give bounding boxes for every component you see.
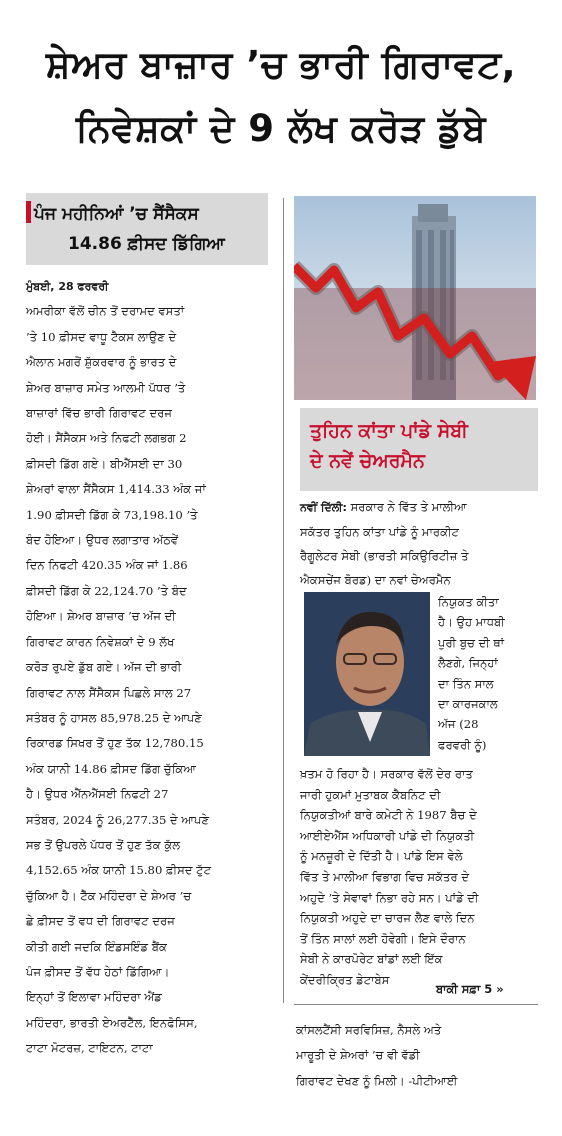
stock-market-photo	[294, 196, 536, 400]
side-story-line: ਐਕਸਚੇਂਜ ਬੋਰਡ) ਦਾ ਨਵਾਂ ਚੇਅਰਮੈਨ	[300, 573, 451, 587]
main-story-line: ਹੋਈ। ਸੈਂਸੈਕਸ ਅਤੇ ਨਿਫਟੀ ਲਗਭਗ 2	[26, 431, 187, 446]
main-story-line: ਫ਼ੀਸਦੀ ਡਿੱਗ ਗਏ। ਬੀਐੱਸਈ ਦਾ 30	[26, 456, 183, 471]
main-story-line: ਮਹਿੰਦਰਾ, ਭਾਰਤੀ ਏਅਰਟੈੱਲ, ਇਨਫੋਸਿਸ,	[26, 1015, 198, 1030]
side-story-bottom	[300, 764, 538, 991]
column-divider	[283, 198, 284, 1003]
side-story-line: ਵਿੱਤ ਤੇ ਮਾਲੀਆ ਵਿਭਾਗ ਵਿਚ ਸਕੱਤਰ ਦੇ	[300, 869, 470, 884]
main-story-line: ਕਾਂਸਲਟੈਂਸੀ ਸਰਵਿਸਿਜ਼, ਨੈਸਲੇ ਅਤੇ	[296, 1023, 442, 1037]
accent-bar	[26, 201, 31, 223]
side-story-line: ਪੁਰੀ ਬੁਚ ਦੀ ਥਾਂ	[438, 635, 505, 650]
main-story-line: ਅੰਕ ਯਾਨੀ 14.86 ਫ਼ੀਸਦ ਡਿੱਗ ਚੁੱਕਿਆ	[26, 761, 196, 776]
side-story-dateline: ਨਵੀਂ ਦਿੱਲੀ:	[300, 501, 347, 514]
main-story-line: ਰਿਕਾਰਡ ਸਿਖਰ ਤੋਂ ਹੁਣ ਤੱਕ 12,780.15	[26, 736, 204, 751]
side-story-wrap	[438, 592, 538, 755]
main-story-line: ਗਿਰਾਵਟ ਨਾਲ ਸੈਂਸੈਕਸ ਪਿਛਲੇ ਸਾਲ 27	[26, 685, 192, 700]
main-story-line: ਫ਼ੀਸਦੀ ਡਿੱਗ ਕੇ 22,124.70 ’ਤੇ ਬੰਦ	[26, 583, 187, 598]
side-story-line: ਫਰਵਰੀ ਨੂੰ)	[438, 737, 487, 752]
main-story-line: ਪੰਜ ਫ਼ੀਸਦ ਤੋਂ ਵੱਧ ਹੇਠਾਂ ਡਿੱਗਿਆ।	[26, 964, 170, 979]
main-story-column	[26, 274, 269, 1062]
main-story-line: 1.90 ਫ਼ੀਸਦੀ ਡਿੱਗ ਕੇ 73,198.10 ’ਤੇ	[26, 507, 198, 522]
side-story-line: ਅਹੁਦੇ ’ਤੇ ਸੇਵਾਵਾਂ ਨਿਭਾ ਰਹੇ ਸਨ। ਪਾਂਡੇ ਦੀ	[300, 890, 479, 905]
main-story-continuation	[296, 1018, 538, 1094]
main-story-line: ਸਤੰਬਰ, 2024 ਨੂੰ 26,277.35 ਦੇ ਆਪਣੇ	[26, 812, 210, 827]
main-story-line: ਬੰਦ ਹੋਇਆ। ਉਧਰ ਲਗਾਤਾਰ ਅੱਠਵੇਂ	[26, 533, 179, 548]
pandey-portrait-photo	[304, 592, 430, 756]
main-story-line: ਦਿਨ ਨਿਫਟੀ 420.35 ਅੰਕ ਜਾਂ 1.86	[26, 558, 188, 573]
main-story-line: ਛੇ ਫ਼ੀਸਦ ਤੋਂ ਵਧ ਦੀ ਗਿਰਾਵਟ ਦਰਜ	[26, 914, 175, 929]
main-story-line: ਮਾਰੂਤੀ ਦੇ ਸ਼ੇਅਰਾਂ ’ਚ ਵੀ ਵੱਡੀ	[296, 1048, 420, 1063]
main-story-line: ਚੁੱਕਿਆ ਹੈ। ਟੈੱਕ ਮਹਿੰਦਰਾ ਦੇ ਸ਼ੇਅਰ ’ਚ	[26, 888, 192, 903]
side-story-line: ਸਕੱਤਰ ਤੁਹਿਨ ਕਾਂਤਾ ਪਾਂਡੇ ਨੂੰ ਮਾਰਕੀਟ	[300, 525, 459, 539]
side-story-line: ਨਿਯੁਕਤ ਕੀਤਾ	[438, 595, 499, 609]
side-story-title-line-2: ਦੇ ਨਵੇਂ ਚੇਅਰਮੈਨ	[310, 450, 425, 472]
side-story-line: ਖ਼ਤਮ ਹੋ ਰਿਹਾ ਹੈ। ਸਰਕਾਰ ਵੱਲੋਂ ਦੇਰ ਰਾਤ	[300, 767, 473, 781]
main-story-line: ਹੈ। ਉਧਰ ਐੱਨਐੱਸਈ ਨਿਫਟੀ 27	[26, 787, 169, 802]
main-story-line: ਬਾਜ਼ਾਰਾਂ ਵਿੱਚ ਭਾਰੀ ਗਿਰਾਵਟ ਦਰਜ	[26, 406, 172, 421]
side-story-line: ਦਾ ਤਿੰਨ ਸਾਲ	[438, 676, 494, 691]
headline-line-1: ਸ਼ੇਅਰ ਬਾਜ਼ਾਰ ’ਚ ਭਾਰੀ ਗਿਰਾਵਟ,	[45, 43, 517, 86]
side-story-line: ਤੋਂ ਤਿੰਨ ਸਾਲਾਂ ਲਈ ਹੋਵੇਗੀ। ਇਸੇ ਦੌਰਾਨ	[300, 931, 466, 946]
person-portrait-image	[304, 592, 430, 756]
story-divider	[294, 1004, 538, 1005]
side-story-line: ਨਿਯੁਕਤੀ ਅਹੁਦੇ ਦਾ ਚਾਰਜ ਲੈਣ ਵਾਲੇ ਦਿਨ	[300, 911, 475, 926]
main-story-line: ਟਾਟਾ ਮੋਟਰਜ਼, ਟਾਇਟਨ, ਟਾਟਾ	[26, 1041, 153, 1056]
subheadline-box	[26, 193, 268, 265]
side-story-title-line-1: ਤੁਹਿਨ ਕਾਂਤਾ ਪਾਂਡੇ ਸੇਬੀ	[310, 420, 468, 442]
main-story-line: ਹੋਇਆ। ਸ਼ੇਅਰ ਬਾਜ਼ਾਰ ’ਚ ਅੱਜ ਦੀ	[26, 609, 176, 624]
side-story-line: ਹੈ। ਉਹ ਮਾਧਬੀ	[438, 615, 505, 630]
side-story-line: ਸੇਬੀ ਨੇ ਕਾਰਪੋਰੇਟ ਬਾਂਡਾਂ ਲਈ ਇੱਕ	[300, 952, 443, 967]
side-story-line: ਦਾ ਕਾਰਜਕਾਲ	[438, 697, 498, 712]
side-story-line: ਕੇਂਦਰੀਕ੍ਰਿਤ ਡੇਟਾਬੇਸ	[300, 972, 390, 987]
side-story-top	[300, 495, 538, 592]
continued-on-page-5: ਬਾਕੀ ਸਫ਼ਾ 5 »	[436, 982, 504, 996]
side-story-line: ਆਈਏਐੱਸ ਅਧਿਕਾਰੀ ਪਾਂਡੇ ਦੀ ਨਿਯੁਕਤੀ	[300, 828, 475, 843]
subheadline-line-2: 14.86 ਫ਼ੀਸਦ ਡਿੱਗਿਆ	[68, 234, 225, 254]
main-story-line: ’ਤੇ 10 ਫ਼ੀਸਦ ਵਾਧੂ ਟੈਕਸ ਲਾਉਣ ਦੇ	[26, 329, 177, 344]
main-story-line: ਅਮਰੀਕਾ ਵੱਲੋਂ ਚੀਨ ਤੋਂ ਦਰਾਮਦ ਵਸਤਾਂ	[26, 304, 185, 319]
main-story-line: ਐਲਾਨ ਮਗਰੋਂ ਸ਼ੁੱਕਰਵਾਰ ਨੂੰ ਭਾਰਤ ਦੇ	[26, 355, 177, 370]
main-story-line: ਸਤੰਬਰ ਨੂੰ ਹਾਸਲ 85,978.25 ਦੇ ਆਪਣੇ	[26, 710, 202, 725]
main-story-dateline: ਮੁੰਬਈ, 28 ਫਰਵਰੀ	[26, 280, 109, 293]
side-story-line: ਅੱਜ (28	[438, 717, 479, 732]
main-story-line: ਸ਼ੇਅਰਾਂ ਵਾਲਾ ਸੈਂਸੈਕਸ 1,414.33 ਅੰਕ ਜਾਂ	[26, 482, 206, 497]
side-story-line: ਸਰਕਾਰ ਨੇ ਵਿੱਤ ਤੇ ਮਾਲੀਆ	[350, 500, 467, 514]
headline-line-2: ਨਿਵੇਸ਼ਕਾਂ ਦੇ 9 ਲੱਖ ਕਰੋੜ ਡੁੱਬੇ	[75, 107, 487, 150]
main-story-line: ਇਨ੍ਹਾਂ ਤੋਂ ਇਲਾਵਾ ਮਹਿੰਦਰਾ ਐਂਡ	[26, 990, 162, 1005]
side-story-title	[310, 416, 532, 476]
main-story-line: ਸਭ ਤੋਂ ਉਪਰਲੇ ਪੱਧਰ ਤੋਂ ਹੁਣ ਤੱਕ ਕੁੱਲ	[26, 837, 181, 852]
main-story-line: ਗਿਰਾਵਟ ਦੇਖਣ ਨੂੰ ਮਿਲੀ। -ਪੀਟੀਆਈ	[296, 1073, 458, 1088]
side-story-line: ਰੈਗੂਲੇਟਰ ਸੇਬੀ (ਭਾਰਤੀ ਸਕਿਉਰਿਟੀਜ਼ ਤੇ	[300, 549, 469, 563]
main-story-line: ਕੀਤੀ ਗਈ ਜਦਕਿ ਇੰਡਸਇੰਡ ਬੈਂਕ	[26, 939, 167, 954]
main-story-body	[26, 299, 269, 1061]
main-story-line: 4,152.65 ਅੰਕ ਯਾਨੀ 15.80 ਫ਼ੀਸਦ ਟੁੱਟ	[26, 863, 212, 878]
subheadline-line-1: ਪੰਜ ਮਹੀਨਿਆਂ ’ਚ ਸੈਂਸੈਕਸ	[34, 204, 199, 224]
side-story-line: ਨਿਯੁਕਤੀਆਂ ਬਾਰੇ ਕਮੇਟੀ ਨੇ 1987 ਬੈਚ ਦੇ	[300, 808, 477, 823]
main-story-line: ਕਰੋੜ ਰੁਪਏ ਡੁੱਬ ਗਏ। ਅੱਜ ਦੀ ਭਾਰੀ	[26, 660, 182, 675]
falling-market-image	[294, 196, 536, 400]
side-story-line: ਜਾਰੀ ਹੁਕਮਾਂ ਮੁਤਾਬਕ ਕੈਬਨਿਟ ਦੀ	[300, 787, 441, 802]
main-story-line: ਗਿਰਾਵਟ ਕਾਰਨ ਨਿਵੇਸ਼ਕਾਂ ਦੇ 9 ਲੱਖ	[26, 634, 175, 649]
side-story-line: ਨੂੰ ਮਨਜ਼ੂਰੀ ਦੇ ਦਿੱਤੀ ਹੈ। ਪਾਂਡੇ ਇਸ ਵੇਲੇ	[300, 849, 463, 864]
main-story-line: ਸ਼ੇਅਰ ਬਾਜ਼ਾਰ ਸਮੇਤ ਆਲਮੀ ਪੱਧਰ ’ਤੇ	[26, 380, 186, 395]
side-story-line: ਲੈਣਗੇ, ਜਿਨ੍ਹਾਂ	[438, 656, 498, 671]
